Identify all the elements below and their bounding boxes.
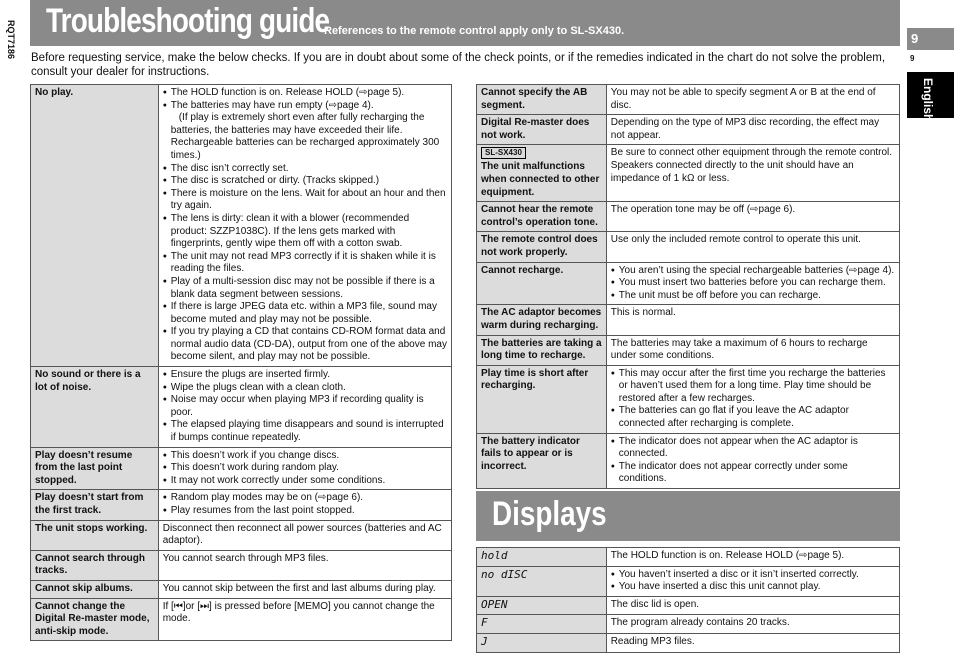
problem-text: Cannot hear the remote control’s operation tone. [481, 204, 598, 228]
list-item: ● This may occur after the first time you recharge the batteries or haven’t used them for a long time. Play time should be restored after a few recharges. [611, 368, 895, 406]
remedy-cell [158, 367, 451, 448]
table-row [477, 596, 900, 615]
display-text: J [481, 634, 488, 648]
page-subtitle: References to the remote control apply only to SL-SX430. [324, 25, 625, 37]
table-row [477, 85, 900, 115]
list-item: ● The unit must be off before you can recharge. [611, 290, 895, 303]
remedy-cell: The batteries may take a maximum of 6 hours to recharge under some conditions. [606, 335, 899, 365]
display-text: F [481, 616, 488, 630]
problem-text: Digital Re-master does not work. [481, 117, 590, 141]
table-row [31, 598, 452, 641]
list-item: ● It may not work correctly under some conditions. [163, 475, 447, 488]
list-item: ● Ensure the plugs are inserted firmly. [163, 369, 447, 382]
problem-cell [477, 305, 607, 335]
problem-cell [477, 85, 607, 115]
problem-cell [477, 433, 607, 488]
display-text: hold [481, 549, 508, 562]
table-row [31, 447, 452, 490]
remedy-cell: The HOLD function is on. Release HOLD (⇨page 5). [606, 548, 899, 567]
page-title: Troubleshooting guide [46, 2, 330, 40]
problem-text: Cannot search through tracks. [35, 552, 146, 577]
remedy-cell [158, 85, 451, 367]
remedy-cell: Disconnect then reconnect all power sources (batteries and AC adaptor). [158, 520, 451, 550]
table-row [31, 580, 452, 598]
problem-text: The battery indicator fails to appear or is incorrect. [481, 435, 580, 472]
model-tag: SL-SX430 [481, 147, 526, 159]
table-row [31, 367, 452, 448]
list-item: ● The HOLD function is on. Release HOLD (⇨page 5). [163, 87, 447, 100]
problem-cell [31, 447, 159, 490]
problem-cell [477, 202, 607, 232]
problem-text: Cannot change the Digital Re-master mode, anti-skip mode. [35, 600, 150, 637]
remedy-cell: You cannot skip between the first and last albums during play. [158, 580, 451, 598]
remedy-cell [158, 447, 451, 490]
display-indicator [477, 566, 607, 596]
table-row [31, 85, 452, 367]
list-item: ● The elapsed playing time disappears and sound is interrupted if bumps continue repeatedly. [163, 419, 447, 444]
problem-text: No play. [35, 87, 74, 98]
displays-title: Displays [492, 495, 607, 533]
list-item: ● The indicator does not appear when the AC adaptor is connected. [611, 436, 895, 461]
problem-cell [477, 262, 607, 305]
display-indicator [477, 548, 607, 567]
table-row [31, 490, 452, 520]
problem-text: Cannot recharge. [481, 264, 564, 276]
remedy-cell: The program already contains 20 tracks. [606, 615, 899, 634]
problem-cell [477, 365, 607, 433]
remedy-cell [158, 490, 451, 520]
display-text: OPEN [481, 597, 508, 611]
display-indicator [477, 633, 607, 652]
problem-text: The batteries are taking a long time to recharge. [481, 337, 602, 362]
list-item: ● This doesn’t work during random play. [163, 462, 447, 475]
list-item: ● Noise may occur when playing MP3 if recording quality is poor. [163, 394, 447, 419]
display-indicator [477, 596, 607, 615]
list-item: ● The batteries may have run empty (⇨page 4). [163, 100, 447, 113]
list-item: ● Play resumes from the last point stopped. [163, 505, 447, 518]
table-row [477, 633, 900, 652]
table-row [477, 365, 900, 433]
list-item: ● You haven’t inserted a disc or it isn’t inserted correctly. [611, 569, 895, 582]
problem-text: No sound or there is a lot of noise. [35, 369, 141, 393]
table-row [477, 548, 900, 567]
list-item: ● The batteries can go flat if you leave the AC adaptor connected after recharging is complete. [611, 405, 895, 430]
displays-table [476, 547, 900, 653]
title-banner [30, 0, 900, 46]
table-row [477, 115, 900, 145]
problem-text: Cannot skip albums. [35, 582, 133, 594]
list-item: ● You must insert two batteries before you can recharge them. [611, 277, 895, 290]
remedy-cell: Depending on the type of MP3 disc recording, the effect may not appear. [606, 115, 899, 145]
remedy-cell [606, 433, 899, 488]
table-row [477, 566, 900, 596]
list-item: ● The disc is scratched or dirty. (Tracks skipped.) [163, 175, 447, 188]
table-row [477, 615, 900, 634]
list-item: ● There is moisture on the lens. Wait for about an hour and then try again. [163, 188, 447, 213]
list-item: ● Random play modes may be on (⇨page 6). [163, 492, 447, 505]
problem-text: The AC adaptor becomes warm during recharging. [481, 307, 602, 331]
table-row [477, 433, 900, 488]
language-label: English [921, 78, 935, 122]
problem-cell [31, 85, 159, 367]
remedy-cell: Reading MP3 files. [606, 633, 899, 652]
problem-cell [31, 367, 159, 448]
problem-text: Play time is short after recharging. [481, 367, 589, 392]
table-row [31, 520, 452, 550]
list-item: ● If there is large JPEG data etc. within a MP3 file, sound may become muted and play may not be possible. [163, 301, 447, 326]
list-item: ● You have inserted a disc this unit cannot play. [611, 581, 895, 594]
list-item: ● You aren’t using the special rechargeable batteries (⇨page 4). [611, 265, 895, 278]
list-item: ● The indicator does not appear correctly under some conditions. [611, 461, 895, 486]
problem-text: Play doesn’t start from the first track. [35, 492, 144, 516]
displays-banner [476, 491, 900, 541]
problem-cell [31, 550, 159, 580]
remedy-cell: Be sure to connect other equipment through the remote control. Speakers connected directly to the unit should have an impedance of 1 kΩ or less. [606, 145, 899, 202]
document-code: RQT7186 [6, 20, 16, 60]
table-row [477, 202, 900, 232]
page-number-small: 9 [910, 54, 915, 63]
problem-text: The unit malfunctions when connected to other equipment. [481, 161, 600, 198]
remedy-cell: This is normal. [606, 305, 899, 335]
language-tab [907, 72, 954, 122]
problem-cell [31, 520, 159, 550]
problem-cell [477, 145, 607, 202]
remedy-cell [606, 365, 899, 433]
problem-cell [31, 580, 159, 598]
remedy-cell: Use only the included remote control to operate this unit. [606, 232, 899, 262]
problem-text: Cannot specify the AB segment. [481, 87, 588, 111]
remedy-cell: If [⏮]or [⏭] is pressed before [MEMO] you cannot change the mode. [158, 598, 451, 641]
problem-cell [477, 232, 607, 262]
troubleshooting-table-left [30, 84, 452, 641]
table-row [477, 335, 900, 365]
table-row [477, 305, 900, 335]
list-item: ● The unit may not read MP3 correctly if it is shaken while it is reading the files. [163, 251, 447, 276]
list-item: ● If you try playing a CD that contains CD-ROM format data and normal audio data (CD-DA), output from one of the above may become silent, and play may not be possible. [163, 326, 447, 364]
problem-cell [477, 115, 607, 145]
troubleshooting-table-right [476, 84, 900, 489]
problem-text: The unit stops working. [35, 522, 148, 534]
list-item: ● Play of a multi-session disc may not be possible if there is a blank data segment between sessions. [163, 276, 447, 301]
problem-cell [31, 598, 159, 641]
remedy-cell: You cannot search through MP3 files. [158, 550, 451, 580]
list-item: ● This doesn’t work if you change discs. [163, 450, 447, 463]
problem-text: The remote control does not work properly. [481, 234, 598, 258]
remedy-cell: You may not be able to specify segment A or B at the end of disc. [606, 85, 899, 115]
table-row [31, 550, 452, 580]
problem-cell [477, 335, 607, 365]
remedy-cell: The operation tone may be off (⇨page 6). [606, 202, 899, 232]
page-number: 9 [907, 28, 954, 50]
problem-cell [31, 490, 159, 520]
problem-text: Play doesn’t resume from the last point stopped. [35, 449, 133, 486]
remedy-cell [606, 262, 899, 305]
list-item: ● The lens is dirty: clean it with a blower (recommended product: SZZP1038C). If the lens gets marked with fingerprints, gently wipe them off with a cotton swab. [163, 213, 447, 251]
list-item: ● Wipe the plugs clean with a clean cloth. [163, 382, 447, 395]
table-row [477, 145, 900, 202]
list-item: (If play is extremely short even after fully recharging the batteries, the batteries may have exceeded their life. Rechargeable batteries can be recharged approximately 300 times.) [170, 112, 440, 161]
display-text: no dISC [481, 567, 528, 581]
table-row [477, 232, 900, 262]
list-item: ● The disc isn’t correctly set. [163, 163, 447, 176]
display-indicator [477, 615, 607, 634]
table-row [477, 262, 900, 305]
remedy-cell: The disc lid is open. [606, 596, 899, 615]
intro-text: Before requesting service, make the below checks. If you are in doubt about some of the check points, or if the remedies indicated in the chart do not solve the problem, consult your dealer for instructions. [31, 52, 886, 78]
remedy-cell [606, 566, 899, 596]
